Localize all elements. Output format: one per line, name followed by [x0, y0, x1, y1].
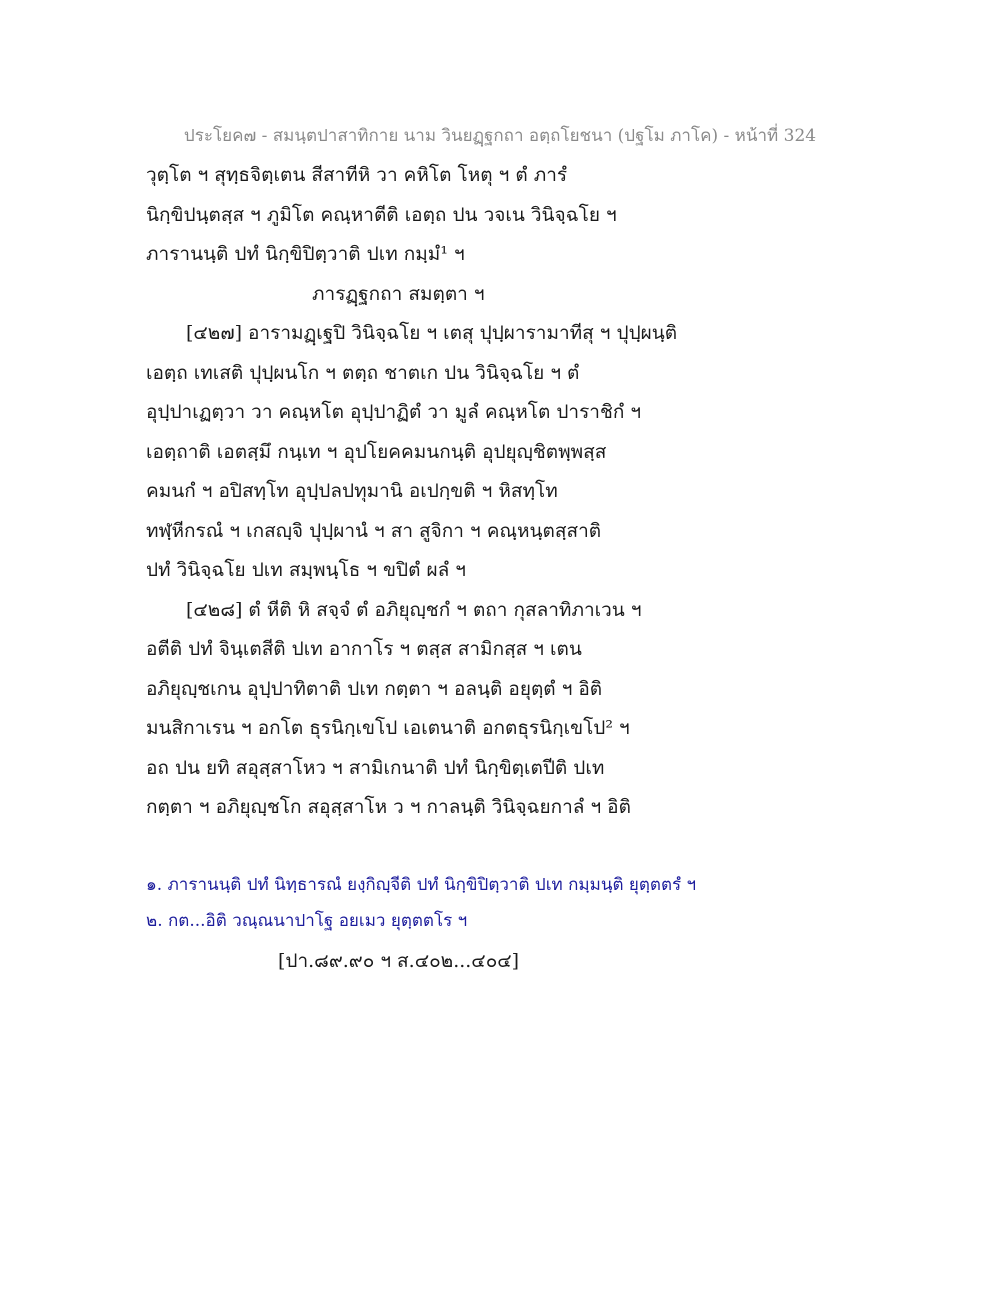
- paragraph-start-428: [๔๒๘] ตํ หีติ หิ สจฺจํ ตํ อภิยุญฺชกํ ฯ ตถา กุสลาทิภาเวน ฯ: [186, 598, 642, 621]
- body-text: [146, 160, 846, 832]
- text-line: คมนกํ ฯ อปิสทฺโท อุปฺปลปทุมานิ อเปกฺขติ ฯ หิสทฺโท: [146, 480, 558, 502]
- page-header: ประโยค๗ - สมนฺตปาสาทิกาย นาม วินยฏฺฐกถา อตฺถโยชนา (ปฐโม ภาโค) - หน้าที่ 324: [183, 126, 817, 146]
- footnote-1: ๑. ภารานนฺติ ปทํ นิทฺธารณํ ยงฺกิญฺจีติ ปทํ นิกฺขิปิตฺวาติ ปเท กมฺมนฺติ ยุตฺตตรํ ฯ: [146, 875, 697, 895]
- text-line: วุตฺโต ฯ สุทฺธจิตฺเตน สีสาทีหิ วา คหิโต โหตุ ฯ ตํ ภารํ: [146, 164, 568, 186]
- page-reference: [ปา.๘๙.๙๐ ฯ ส.๔๐๒...๔๐๔]: [278, 950, 520, 972]
- text-line: ภารานนฺติ ปทํ นิกฺขิปิตฺวาติ ปเท กมฺมํ¹ ฯ: [146, 243, 465, 265]
- text-line: อตีติ ปทํ จินฺเตสีติ ปเท อากาโร ฯ ตสฺส สามิกสฺส ฯ เตน: [146, 638, 582, 660]
- text-line: อุปฺปาเฏตฺวา วา คณฺหโต อุปฺปาฏิตํ วา มูลํ คณฺหโต ปาราชิกํ ฯ: [146, 401, 642, 423]
- section-end-title: ภารฏฺฐกถา สมตฺตา ฯ: [312, 282, 485, 305]
- text-line: กตฺตา ฯ อภิยุญฺชโก สอุสฺสาโห ว ฯ กาลนฺติ วินิจฺฉยกาลํ ฯ อิติ: [146, 796, 631, 818]
- text-line: อถ ปน ยทิ สอุสฺสาโหว ฯ สามิเกนาติ ปทํ นิกฺขิตฺเตปีติ ปเท: [146, 756, 605, 779]
- text-line: อภิยุญฺชเกน อุปฺปาทิตาติ ปเท กตฺตา ฯ อลนฺติ อยุตฺตํ ฯ อิติ: [146, 677, 603, 700]
- text-line: ปทํ วินิจฺฉโย ปเท สมฺพนฺโธ ฯ ขปิตํ ผลํ ฯ: [146, 559, 466, 581]
- paragraph-start-427: [๔๒๗] อารามฏฺเฐปิ วินิจฺฉโย ฯ เตสุ ปุปฺผารามาทีสุ ฯ ปุปฺผนฺติ: [186, 322, 678, 344]
- text-line: นิกฺขิปนฺตสฺส ฯ ภูมิโต คณฺหาตีติ เอตฺถ ปน วจเน วินิจฺฉโย ฯ: [146, 203, 617, 226]
- text-line: เอตฺถาติ เอตสฺมึ กนฺเท ฯ อุปโยคคมนกนฺติ อุปยุญฺชิตพฺพสฺส: [146, 440, 607, 463]
- text-line: ทฬฺหีกรณํ ฯ เกสญฺจิ ปุปฺผานํ ฯ สา สูจิกา ฯ คณฺหนฺตสฺสาติ: [146, 519, 602, 542]
- text-line: เอตฺถ เทเสติ ปุปฺผนโก ฯ ตตฺถ ชาตเก ปน วินิจฺฉโย ฯ ตํ: [146, 361, 580, 384]
- footnotes: [146, 871, 886, 943]
- footnote-2: ๒. กต...อิติ วณฺณนาปาโฐ อยเมว ยุตฺตตโร ฯ: [146, 911, 468, 931]
- text-line: มนสิกาเรน ฯ อกโต ธุรนิกฺเขโป เอเตนาติ อกตธุรนิกฺเขโป² ฯ: [146, 717, 630, 739]
